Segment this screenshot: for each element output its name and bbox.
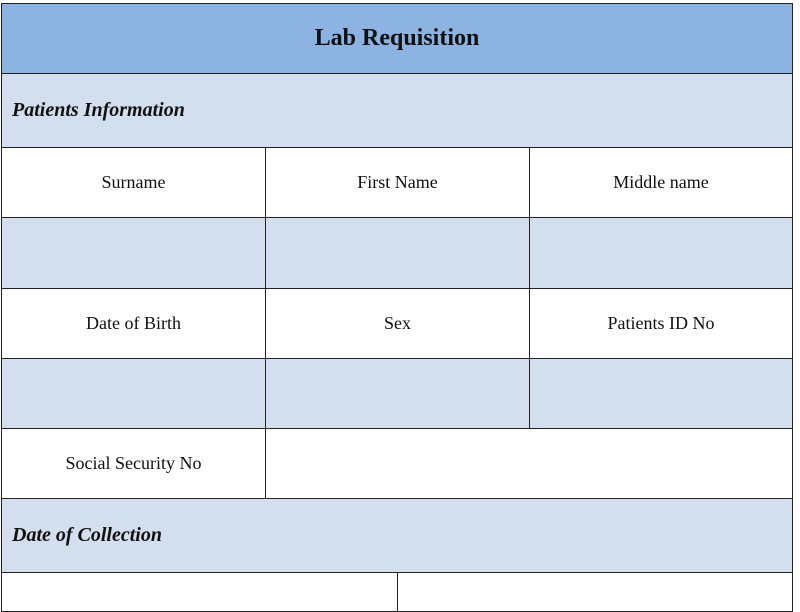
- section-date-of-collection: Date of Collection: [1, 498, 793, 573]
- label-social-security: Social Security No: [1, 428, 266, 499]
- collection-field-2[interactable]: [397, 572, 793, 612]
- label-date-of-birth: Date of Birth: [1, 288, 266, 359]
- label-middle-name: Middle name: [529, 147, 793, 218]
- social-security-field[interactable]: [265, 428, 793, 499]
- sex-field[interactable]: [265, 358, 530, 429]
- surname-field[interactable]: [1, 217, 266, 289]
- collection-field-1[interactable]: [1, 572, 398, 612]
- section-patients-information: Patients Information: [1, 73, 793, 148]
- label-patients-id: Patients ID No: [529, 288, 793, 359]
- label-surname: Surname: [1, 147, 266, 218]
- label-first-name: First Name: [265, 147, 530, 218]
- label-sex: Sex: [265, 288, 530, 359]
- date-of-birth-field[interactable]: [1, 358, 266, 429]
- patients-id-field[interactable]: [529, 358, 793, 429]
- form-title: Lab Requisition: [1, 3, 793, 74]
- middle-name-field[interactable]: [529, 217, 793, 289]
- first-name-field[interactable]: [265, 217, 530, 289]
